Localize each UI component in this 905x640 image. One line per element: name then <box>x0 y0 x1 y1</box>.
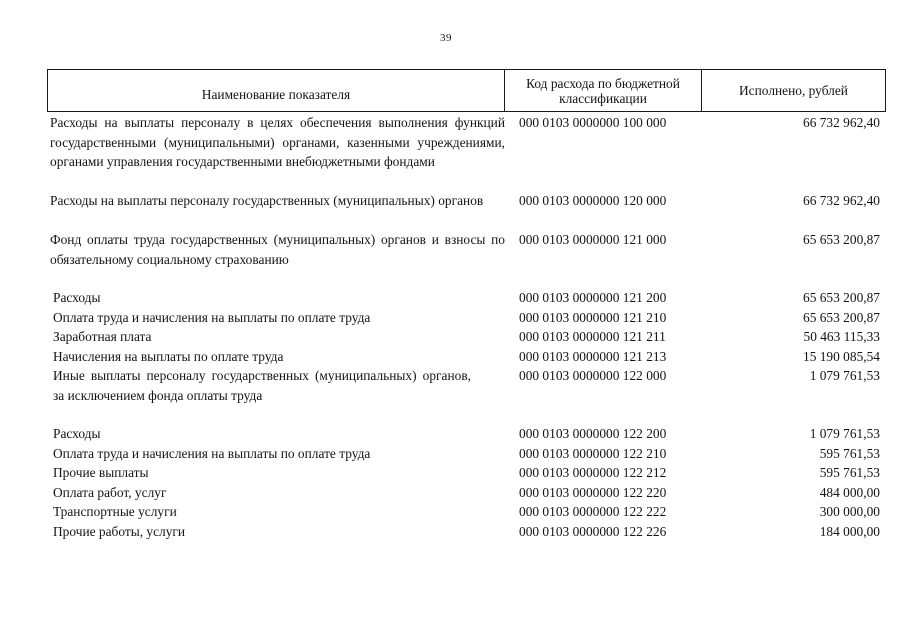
row-name: Начисления на выплаты по оплате труда <box>53 348 284 364</box>
row-amount: 50 463 115,33 <box>803 329 880 344</box>
row-code: 000 0103 0000000 122 226 <box>519 523 667 539</box>
row-name: Оплата труда и начисления на выплаты по оплате труда <box>53 309 371 325</box>
table-header <box>47 69 886 112</box>
row-code: 000 0103 0000000 122 222 <box>519 504 667 519</box>
row-amount: 15 190 085,54 <box>803 348 880 364</box>
row-name: Расходы на выплаты персоналу в целях обеспечения выполнения функций государственными (муниципальными) органами, казенными учреждениями, органами управления государственными внебюджетными фондами <box>50 115 505 169</box>
row-amount: 66 732 962,40 <box>803 193 880 208</box>
header-amount-column: Исполнено, рублей <box>739 83 848 98</box>
row-name: Расходы <box>53 290 101 305</box>
row-name: Расходы на выплаты персоналу государственных (муниципальных) органов <box>50 193 484 208</box>
row-amount: 184 000,00 <box>819 523 880 539</box>
row-code: 000 0103 0000000 122 000 <box>519 368 667 383</box>
row-amount: 1 079 761,53 <box>809 426 880 441</box>
header-code-column: Код расхода по бюджетной классификации <box>505 70 702 111</box>
row-code: 000 0103 0000000 121 211 <box>519 329 666 344</box>
row-amount: 65 653 200,87 <box>803 309 880 325</box>
row-code: 000 0103 0000000 120 000 <box>519 193 667 208</box>
row-amount: 300 000,00 <box>819 504 880 519</box>
row-code: 000 0103 0000000 121 000 <box>519 232 667 247</box>
row-name: Расходы <box>53 426 101 441</box>
header-name-column: Наименование показателя <box>48 70 505 111</box>
row-name: Иные выплаты персоналу государственных (муниципальных) органов, за исключением фонда оплаты труда <box>53 368 471 403</box>
row-code: 000 0103 0000000 100 000 <box>519 115 667 130</box>
row-amount: 595 761,53 <box>819 465 880 480</box>
row-name: Фонд оплаты труда государственных (муниципальных) органов и взносы по обязательному социальному страхованию <box>50 232 505 267</box>
row-code: 000 0103 0000000 121 200 <box>519 290 667 305</box>
row-code: 000 0103 0000000 121 213 <box>519 348 667 364</box>
row-name: Прочие выплаты <box>53 465 149 480</box>
row-name: Транспортные услуги <box>53 504 177 519</box>
row-code: 000 0103 0000000 121 210 <box>519 309 667 325</box>
row-amount: 595 761,53 <box>819 445 880 461</box>
row-amount: 65 653 200,87 <box>803 232 880 247</box>
row-amount: 65 653 200,87 <box>803 290 880 305</box>
row-amount: 66 732 962,40 <box>803 115 880 130</box>
row-code: 000 0103 0000000 122 212 <box>519 465 667 480</box>
row-name: Оплата труда и начисления на выплаты по оплате труда <box>53 445 371 461</box>
row-name: Заработная плата <box>53 329 152 344</box>
row-amount: 1 079 761,53 <box>809 368 880 383</box>
row-name: Оплата работ, услуг <box>53 484 167 500</box>
row-code: 000 0103 0000000 122 200 <box>519 426 667 441</box>
row-amount: 484 000,00 <box>819 484 880 500</box>
row-code: 000 0103 0000000 122 220 <box>519 484 667 500</box>
page-number: 39 <box>440 32 452 44</box>
row-code: 000 0103 0000000 122 210 <box>519 445 667 461</box>
row-name: Прочие работы, услуги <box>53 523 186 539</box>
